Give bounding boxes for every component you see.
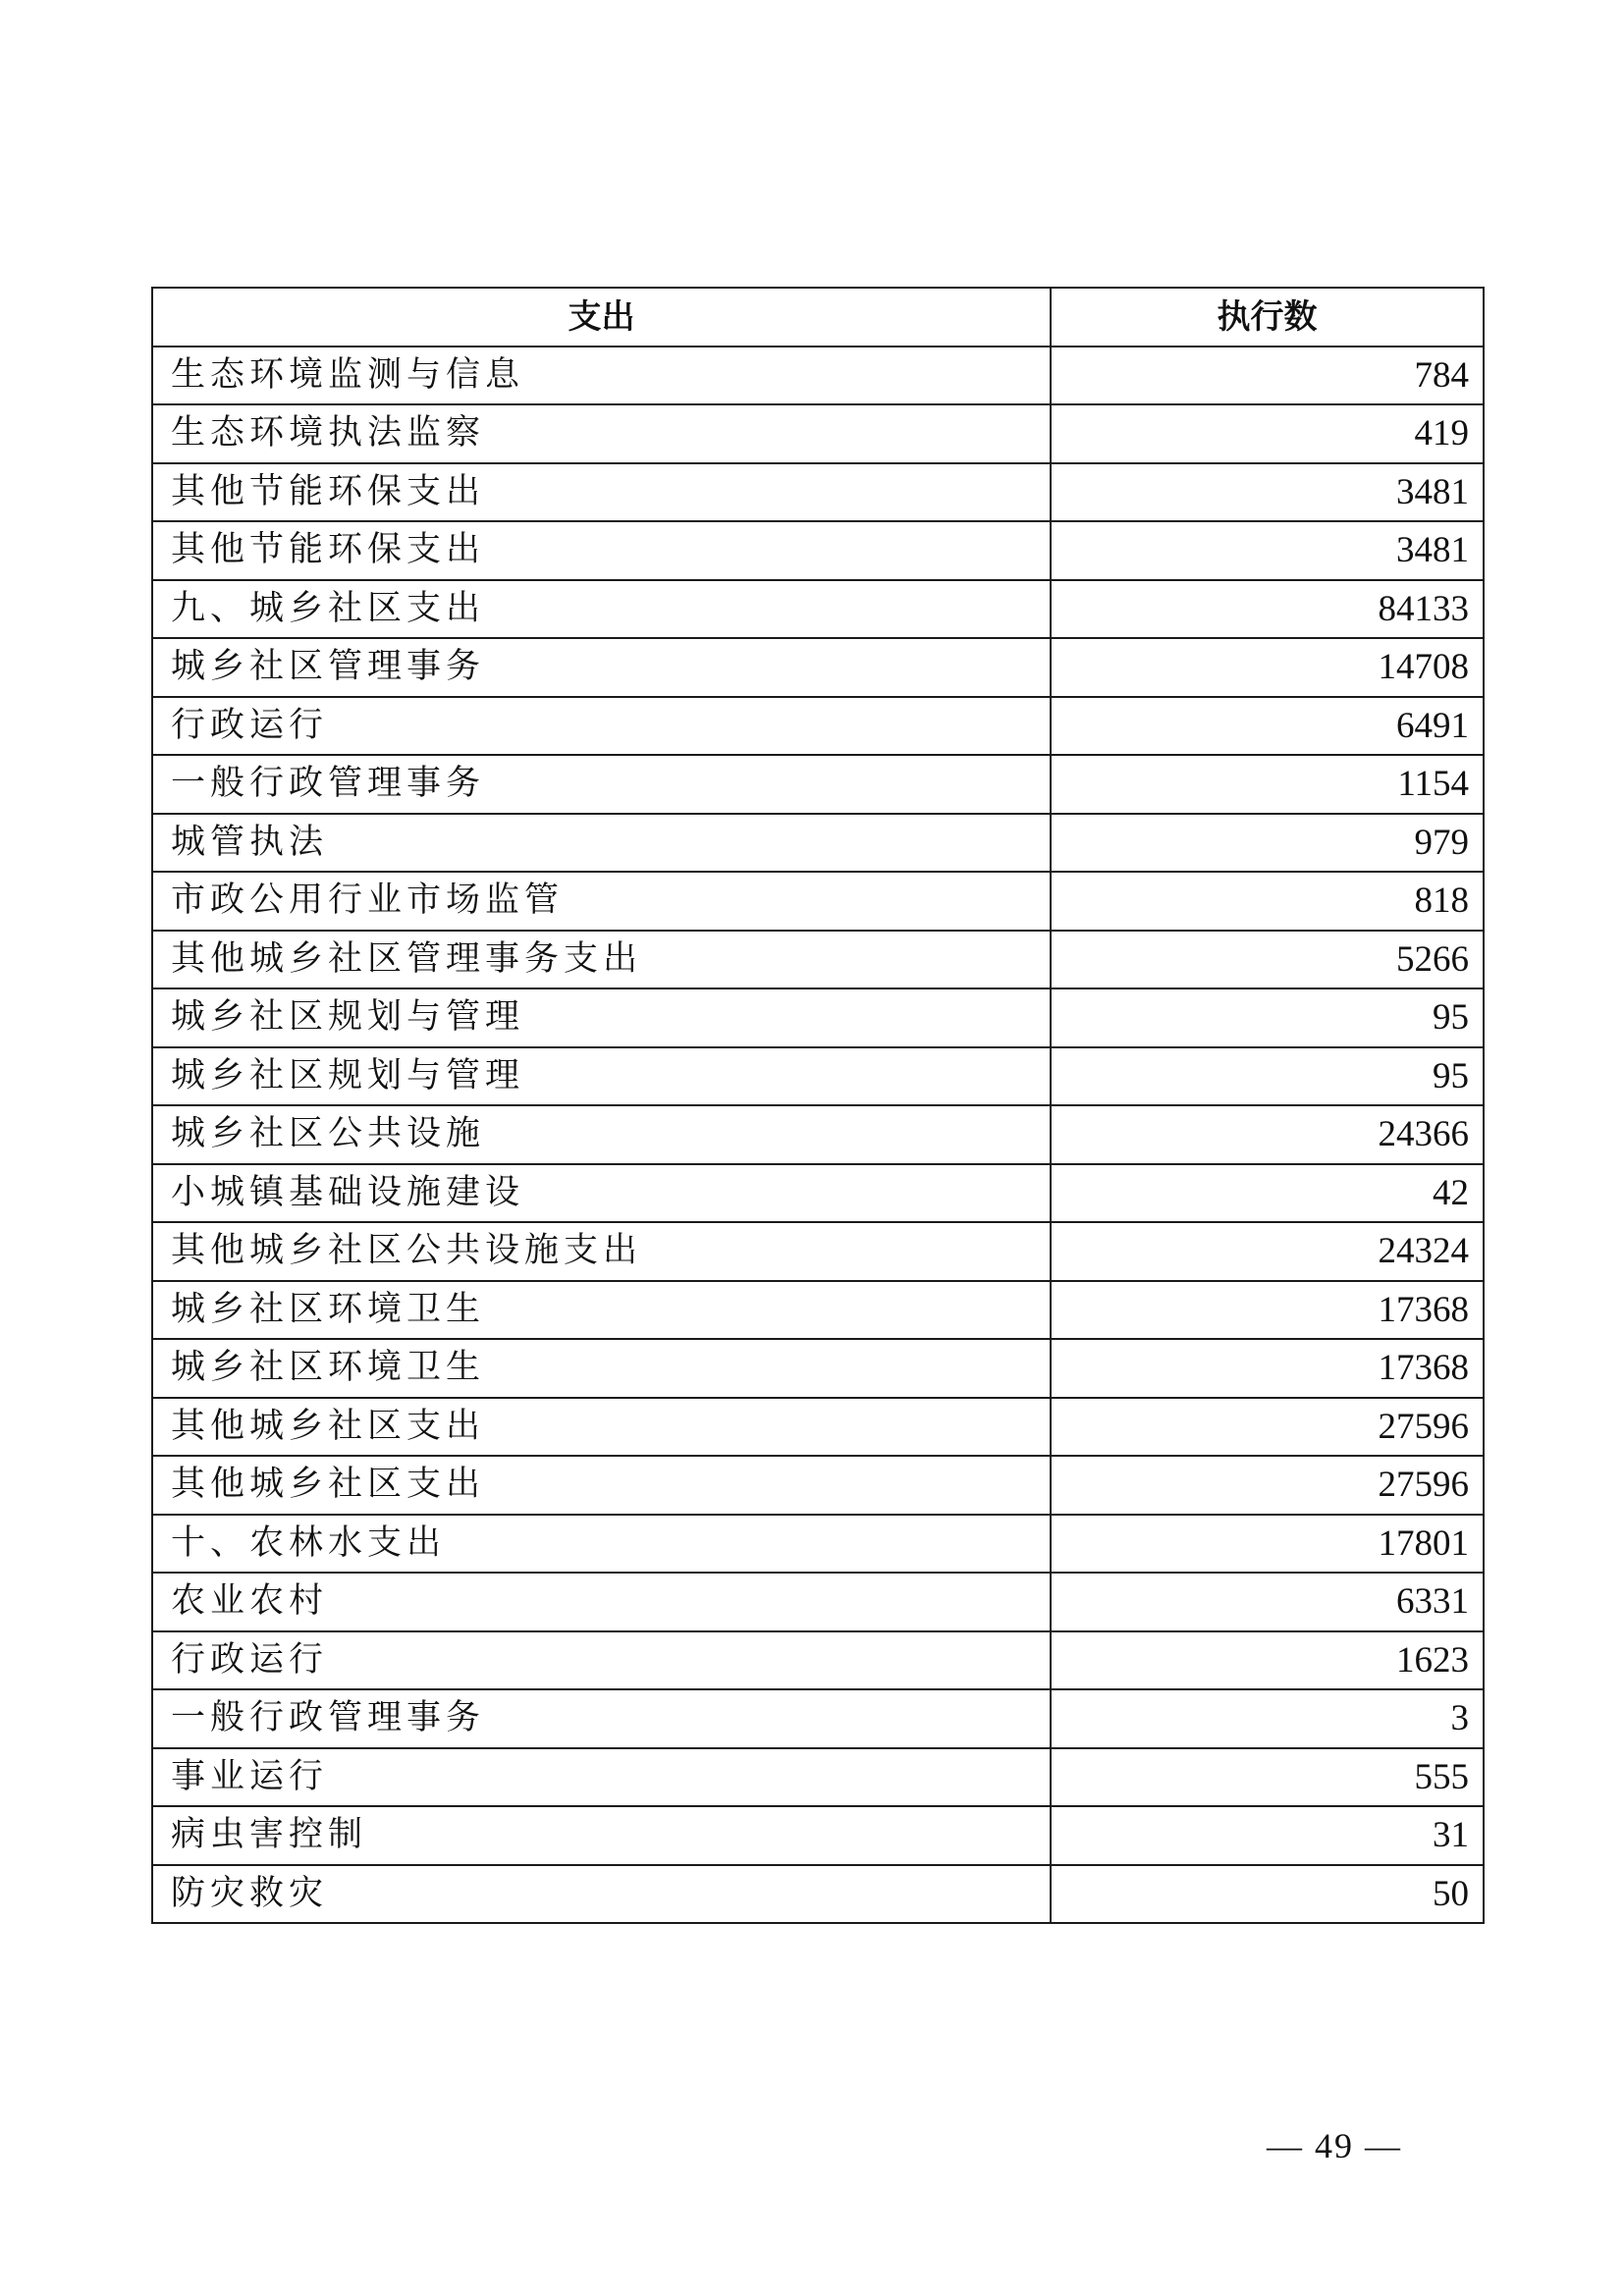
item-name-cell: 城乡社区环境卫生 bbox=[152, 1339, 1051, 1398]
executed-amount-cell: 1623 bbox=[1051, 1631, 1484, 1690]
executed-amount-cell: 419 bbox=[1051, 404, 1484, 463]
table-row bbox=[152, 755, 1484, 814]
table-row bbox=[152, 1689, 1484, 1748]
item-name-cell: 城乡社区公共设施 bbox=[152, 1105, 1051, 1164]
table-header-row bbox=[152, 288, 1484, 347]
item-name-cell: 城乡社区管理事务 bbox=[152, 638, 1051, 697]
executed-amount-cell: 95 bbox=[1051, 1047, 1484, 1106]
item-name-cell: 病虫害控制 bbox=[152, 1806, 1051, 1865]
item-name-cell: 城乡社区规划与管理 bbox=[152, 1047, 1051, 1106]
item-name-cell: 其他城乡社区支出 bbox=[152, 1456, 1051, 1515]
executed-amount-cell: 17801 bbox=[1051, 1515, 1484, 1574]
executed-amount-cell: 14708 bbox=[1051, 638, 1484, 697]
item-name-cell: 生态环境监测与信息 bbox=[152, 347, 1051, 405]
expenditure-table bbox=[151, 287, 1485, 1924]
executed-amount-cell: 5266 bbox=[1051, 931, 1484, 989]
item-name-cell: 城管执法 bbox=[152, 814, 1051, 873]
table-row bbox=[152, 1222, 1484, 1281]
table-row bbox=[152, 988, 1484, 1047]
item-name-cell: 行政运行 bbox=[152, 697, 1051, 756]
executed-amount-cell: 95 bbox=[1051, 988, 1484, 1047]
table-row bbox=[152, 1339, 1484, 1398]
item-name-cell: 其他城乡社区支出 bbox=[152, 1398, 1051, 1457]
table-row bbox=[152, 347, 1484, 405]
table-body bbox=[152, 347, 1484, 1924]
item-name-cell: 城乡社区环境卫生 bbox=[152, 1281, 1051, 1340]
table-row bbox=[152, 931, 1484, 989]
executed-amount-cell: 3481 bbox=[1051, 463, 1484, 522]
table-row bbox=[152, 1047, 1484, 1106]
table-row bbox=[152, 1748, 1484, 1807]
item-name-cell: 十、农林水支出 bbox=[152, 1515, 1051, 1574]
item-name-cell: 一般行政管理事务 bbox=[152, 755, 1051, 814]
executed-amount-cell: 1154 bbox=[1051, 755, 1484, 814]
column-header-expenditure: 支出 bbox=[152, 288, 1051, 347]
table-row bbox=[152, 1456, 1484, 1515]
executed-amount-cell: 24324 bbox=[1051, 1222, 1484, 1281]
executed-amount-cell: 17368 bbox=[1051, 1281, 1484, 1340]
item-name-cell: 其他城乡社区管理事务支出 bbox=[152, 931, 1051, 989]
table-row bbox=[152, 697, 1484, 756]
executed-amount-cell: 31 bbox=[1051, 1806, 1484, 1865]
table-row bbox=[152, 1806, 1484, 1865]
executed-amount-cell: 784 bbox=[1051, 347, 1484, 405]
column-header-executed-amount: 执行数 bbox=[1051, 288, 1484, 347]
table-row bbox=[152, 1573, 1484, 1631]
table-row bbox=[152, 1865, 1484, 1924]
executed-amount-cell: 3 bbox=[1051, 1689, 1484, 1748]
table-row bbox=[152, 521, 1484, 580]
table-row bbox=[152, 1515, 1484, 1574]
executed-amount-cell: 3481 bbox=[1051, 521, 1484, 580]
item-name-cell: 九、城乡社区支出 bbox=[152, 580, 1051, 639]
executed-amount-cell: 50 bbox=[1051, 1865, 1484, 1924]
executed-amount-cell: 6491 bbox=[1051, 697, 1484, 756]
item-name-cell: 行政运行 bbox=[152, 1631, 1051, 1690]
page-number: — 49 — bbox=[1267, 2126, 1402, 2165]
item-name-cell: 生态环境执法监察 bbox=[152, 404, 1051, 463]
executed-amount-cell: 84133 bbox=[1051, 580, 1484, 639]
item-name-cell: 其他节能环保支出 bbox=[152, 521, 1051, 580]
table-row bbox=[152, 1105, 1484, 1164]
executed-amount-cell: 979 bbox=[1051, 814, 1484, 873]
table-row bbox=[152, 404, 1484, 463]
executed-amount-cell: 818 bbox=[1051, 872, 1484, 931]
item-name-cell: 事业运行 bbox=[152, 1748, 1051, 1807]
item-name-cell: 其他城乡社区公共设施支出 bbox=[152, 1222, 1051, 1281]
table-row bbox=[152, 1281, 1484, 1340]
table-row bbox=[152, 1398, 1484, 1457]
item-name-cell: 防灾救灾 bbox=[152, 1865, 1051, 1924]
item-name-cell: 一般行政管理事务 bbox=[152, 1689, 1051, 1748]
table-row bbox=[152, 580, 1484, 639]
table-row bbox=[152, 1631, 1484, 1690]
table-row bbox=[152, 638, 1484, 697]
item-name-cell: 小城镇基础设施建设 bbox=[152, 1164, 1051, 1223]
executed-amount-cell: 6331 bbox=[1051, 1573, 1484, 1631]
executed-amount-cell: 24366 bbox=[1051, 1105, 1484, 1164]
item-name-cell: 其他节能环保支出 bbox=[152, 463, 1051, 522]
executed-amount-cell: 17368 bbox=[1051, 1339, 1484, 1398]
executed-amount-cell: 555 bbox=[1051, 1748, 1484, 1807]
item-name-cell: 城乡社区规划与管理 bbox=[152, 988, 1051, 1047]
executed-amount-cell: 27596 bbox=[1051, 1456, 1484, 1515]
executed-amount-cell: 42 bbox=[1051, 1164, 1484, 1223]
table-row bbox=[152, 463, 1484, 522]
item-name-cell: 市政公用行业市场监管 bbox=[152, 872, 1051, 931]
table-row bbox=[152, 814, 1484, 873]
table-row bbox=[152, 1164, 1484, 1223]
executed-amount-cell: 27596 bbox=[1051, 1398, 1484, 1457]
item-name-cell: 农业农村 bbox=[152, 1573, 1051, 1631]
table-row bbox=[152, 872, 1484, 931]
